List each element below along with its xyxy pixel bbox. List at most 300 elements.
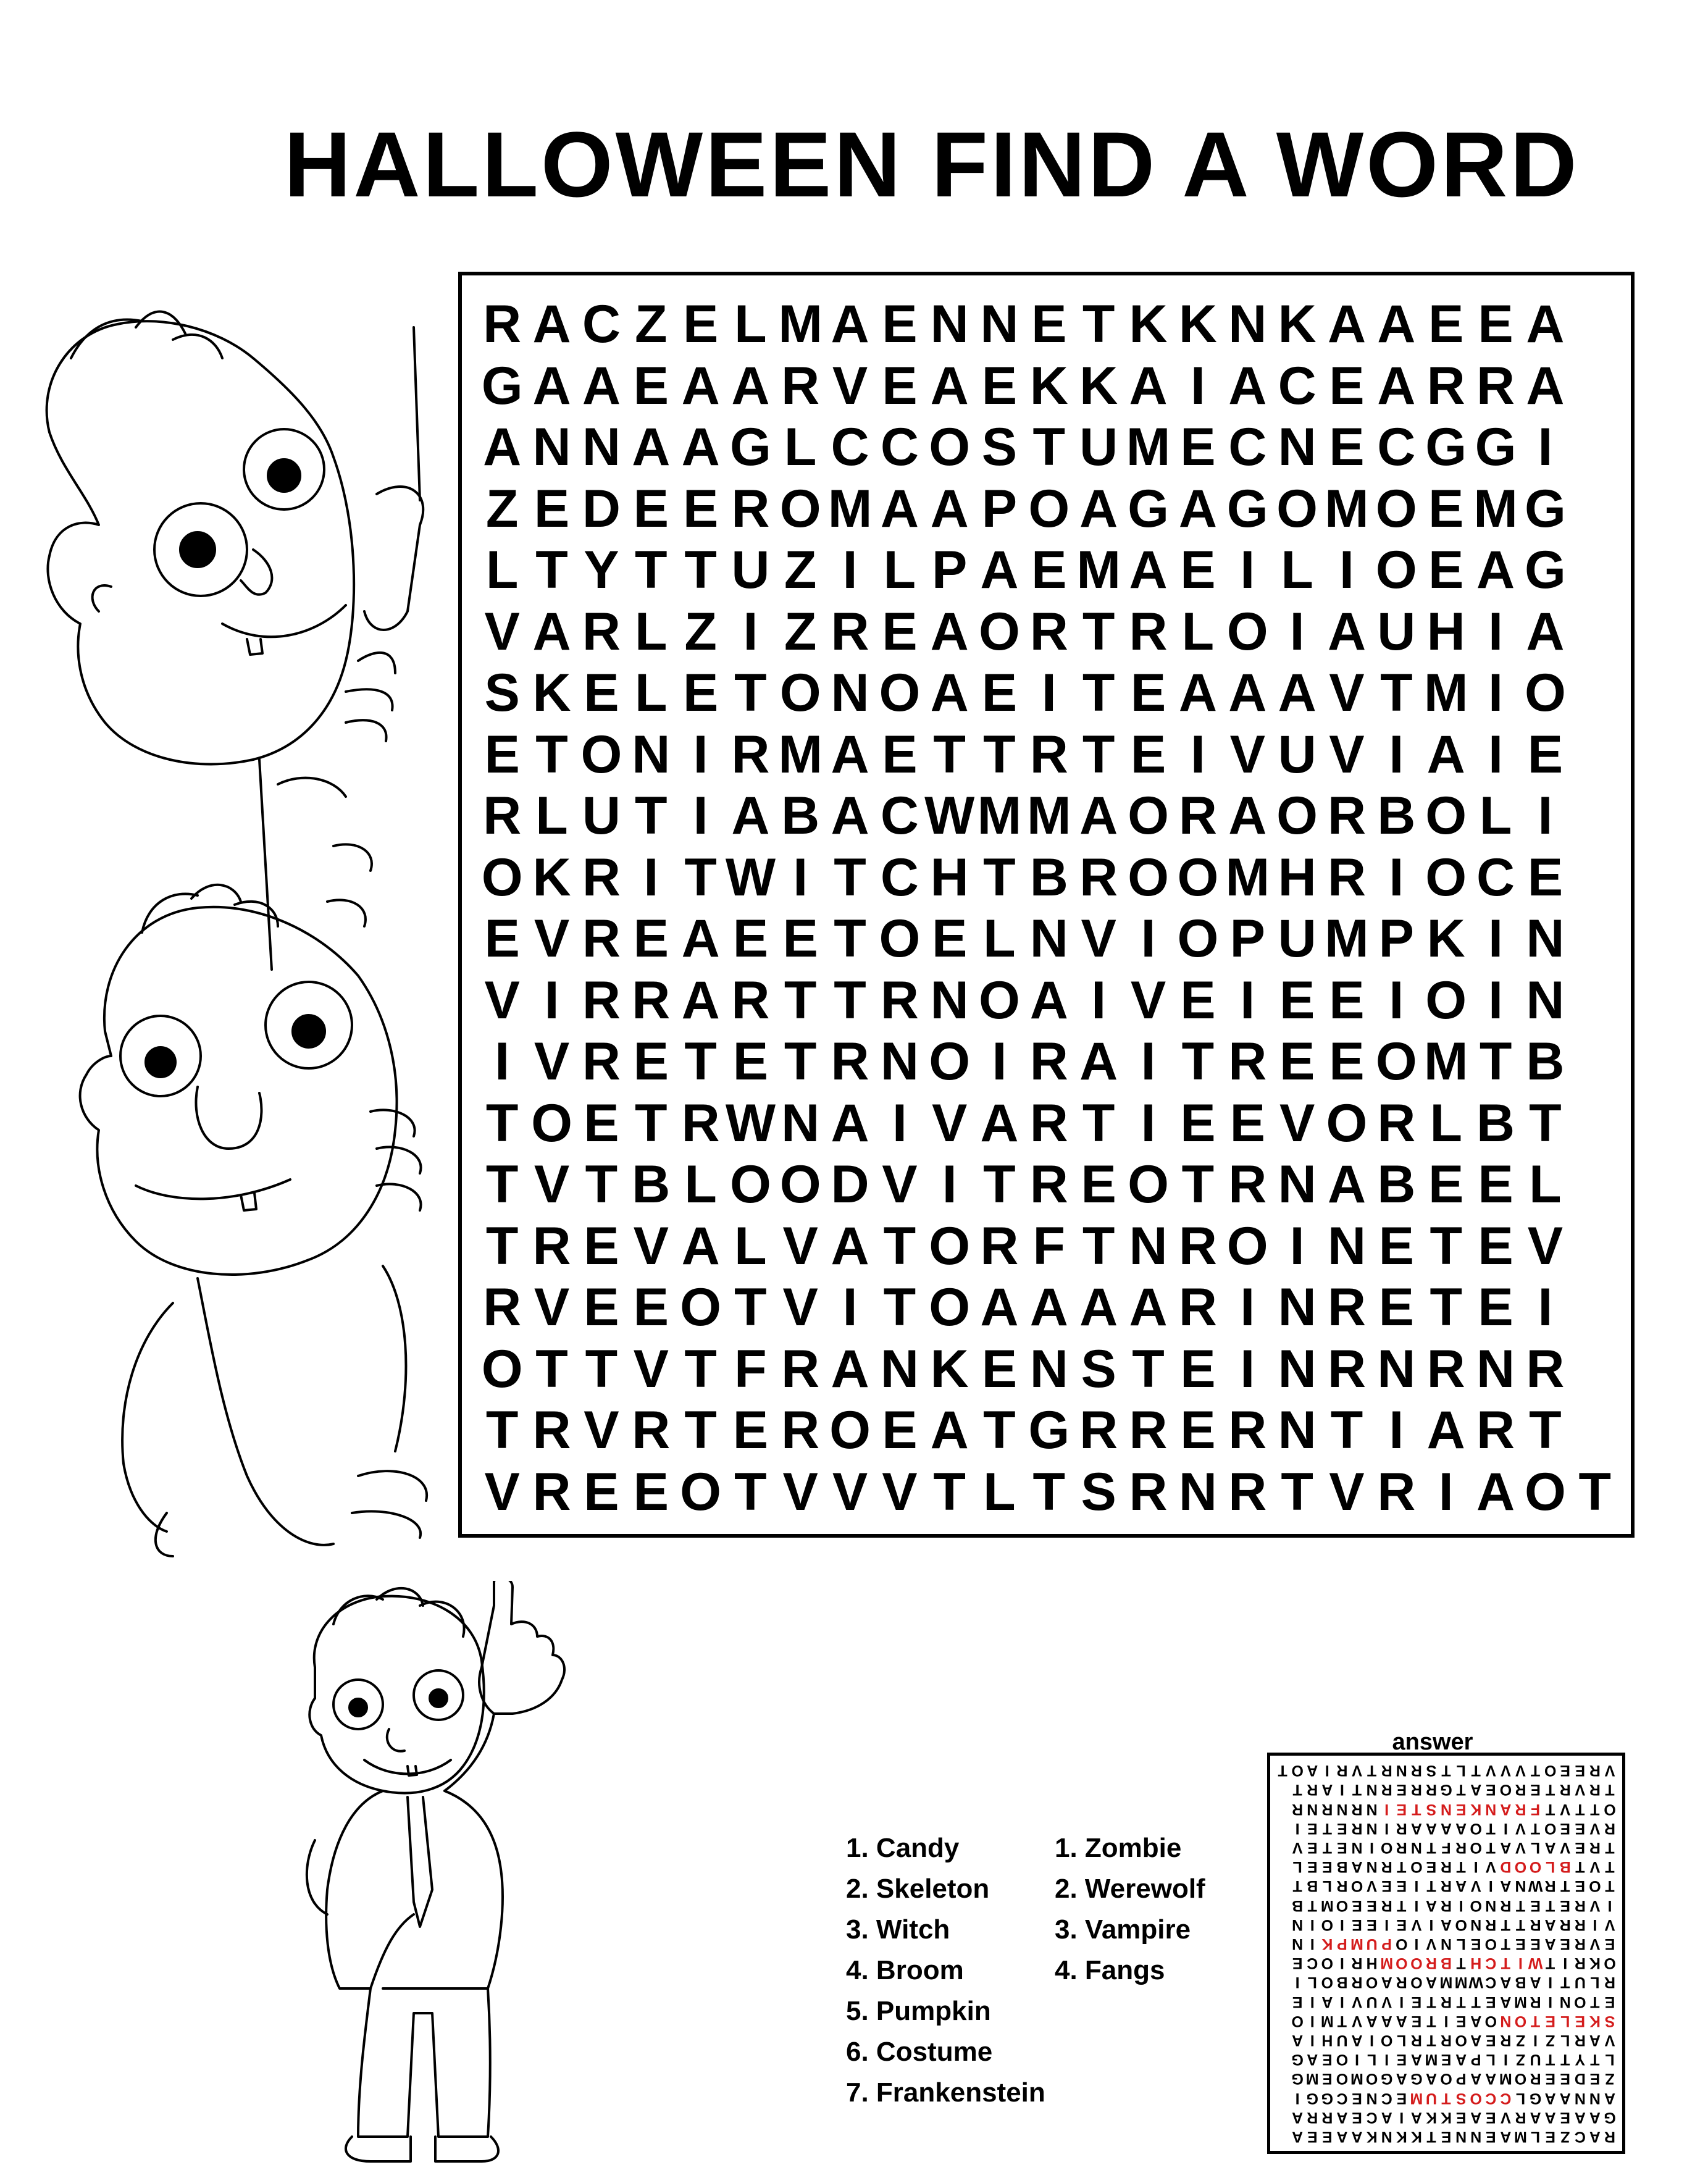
answer-letter: A (1292, 2108, 1304, 2126)
grid-letter: O (1375, 479, 1417, 538)
answer-letter: O (1589, 1877, 1601, 1895)
answer-letter: I (1384, 1819, 1389, 1837)
grid-letter: T (535, 1339, 568, 1399)
answer-letter: I (1310, 1935, 1315, 1953)
answer-letter: L (1322, 1877, 1332, 1895)
answer-letter: R (1410, 2031, 1422, 2049)
grid-letter: E (1378, 1216, 1415, 1276)
answer-letter: A (1470, 1781, 1482, 1799)
grid-letter: A (681, 1216, 720, 1276)
grid-letter: E (633, 356, 669, 416)
grid-letter: E (732, 1401, 769, 1460)
grid-letter: W (725, 847, 776, 907)
answer-letter: R (1530, 2070, 1541, 2088)
answer-letter: V (1515, 1819, 1526, 1837)
grid-letter: C (880, 847, 919, 907)
grid-letter: O (1177, 847, 1219, 907)
answer-letter: V (1560, 1800, 1571, 1818)
grid-letter: O (779, 663, 821, 723)
answer-letter: T (1605, 1838, 1615, 1856)
grid-letter: V (1279, 1093, 1315, 1153)
grid-letter (1570, 1031, 1620, 1093)
grid-letter: A (681, 909, 720, 969)
word-list-item: 4. Fangs (1055, 1955, 1165, 1985)
answer-letter: N (1440, 1935, 1452, 1953)
answer-letter: I (1414, 1935, 1419, 1953)
grid-letter: E (1180, 970, 1216, 1030)
answer-letter: L (1545, 1858, 1555, 1876)
answer-letter: Z (1605, 2070, 1615, 2088)
grid-letter: O (1177, 909, 1219, 969)
answer-letter: A (1500, 1800, 1512, 1818)
grid-letter: T (883, 1216, 916, 1276)
grid-letter (1570, 540, 1620, 601)
answer-letter: A (1440, 1819, 1452, 1837)
grid-letter: R (1377, 1093, 1416, 1153)
grid-letter: E (584, 1093, 619, 1153)
grid-letter: I (1538, 417, 1553, 477)
answer-letter: R (1381, 1762, 1392, 1780)
grid-letter: A (1079, 1278, 1118, 1338)
grid-letter: U (1079, 417, 1118, 477)
answer-letter: I (1563, 1955, 1568, 1972)
answer-letter: E (1530, 1935, 1541, 1953)
answer-letter: M (1514, 1993, 1527, 2011)
grid-letter: O (929, 417, 971, 477)
grid-letter: T (1181, 1032, 1215, 1092)
grid-letter: R (582, 847, 621, 907)
answer-letter: E (1321, 2051, 1333, 2069)
answer-letter: O (1396, 1955, 1408, 1972)
grid-letter: B (1377, 1155, 1416, 1215)
answer-letter: R (1410, 1781, 1422, 1799)
word-list-item: 5. Pumpkin (846, 1996, 991, 2026)
answer-letter: R (1559, 1781, 1571, 1799)
grid-letter: V (1081, 909, 1116, 969)
grid-letter: I (1389, 847, 1404, 907)
grid-letter: E (633, 1462, 669, 1522)
answer-letter: K (1321, 1935, 1333, 1953)
answer-letter: A (1396, 2012, 1407, 2030)
answer-letter: A (1470, 2108, 1482, 2126)
grid-letter: I (1389, 724, 1404, 784)
grid-letter: M (1473, 479, 1518, 538)
answer-letter: T (1352, 1781, 1362, 1799)
answer-letter: R (1604, 1974, 1615, 1992)
answer-letter: O (1380, 1838, 1393, 1856)
grid-letter: C (880, 417, 919, 477)
grid-letter: R (632, 970, 671, 1030)
grid-letter: N (980, 295, 1019, 354)
grid-letter: I (942, 1155, 957, 1215)
answer-letter: P (1455, 2070, 1467, 2088)
answer-letter: M (1320, 2012, 1334, 2030)
answer-letter: T (1530, 1819, 1541, 1837)
grid-letter: Z (684, 601, 717, 661)
grid-letter: K (1029, 356, 1068, 416)
grid-letter: A (1327, 601, 1367, 661)
answer-letter: T (1486, 1819, 1496, 1837)
answer-letter: V (1352, 1762, 1362, 1780)
grid-letter: E (1329, 970, 1365, 1030)
grid-letter: O (481, 1339, 523, 1399)
grid-letter: E (882, 724, 918, 784)
grid-letter: L (1281, 540, 1313, 600)
answer-letter: B (1336, 1858, 1348, 1876)
grid-letter: R (1129, 1401, 1168, 1460)
answer-letter: Z (1545, 2031, 1555, 2049)
grid-letter: L (784, 417, 817, 477)
grid-letter (1570, 1400, 1620, 1462)
grid-letter: O (779, 1155, 821, 1215)
grid-letter: I (1141, 909, 1156, 969)
grid-letter: M (1076, 540, 1121, 600)
grid-letter: T (585, 1155, 618, 1215)
answer-letter: D (1574, 2070, 1586, 2088)
answer-letter: N (1589, 2089, 1601, 2107)
grid-letter: G (729, 417, 771, 477)
grid-letter: U (731, 540, 770, 600)
grid-letter: V (534, 909, 570, 969)
answer-letter: V (1485, 1762, 1496, 1780)
grid-letter: A (880, 479, 919, 538)
grid-letter (1570, 908, 1620, 970)
answer-letter: O (1321, 1955, 1334, 1972)
grid-letter: E (1031, 540, 1067, 600)
grid-letter: H (1278, 847, 1317, 907)
grid-letter: I (1240, 540, 1255, 600)
answer-letter: E (1455, 2012, 1467, 2030)
grid-letter: O (580, 724, 622, 784)
grid-letter: O (978, 601, 1020, 661)
answer-letter: M (1320, 1896, 1334, 1914)
answer-letter: I (1503, 1819, 1508, 1837)
word-list-item: 4. Broom (846, 1955, 964, 1985)
grid-letter: N (831, 663, 869, 723)
answer-letter: I (1384, 2051, 1389, 2069)
grid-letter: V (832, 1462, 868, 1522)
answer-letter (1275, 2050, 1290, 2069)
answer-letter: T (1590, 1993, 1600, 2011)
answer-letter: M (1439, 1974, 1453, 1992)
answer-letter: V (1352, 1993, 1362, 2011)
answer-letter: G (1291, 2051, 1304, 2069)
answer-letter: V (1292, 1838, 1303, 1856)
answer-letter (1275, 1780, 1290, 1799)
answer-letter: M (1350, 2070, 1363, 2088)
grid-letter: P (981, 479, 1018, 538)
grid-letter: L (734, 1216, 767, 1276)
answer-letter: E (1352, 2108, 1362, 2126)
answer-letter: T (1426, 2012, 1436, 2030)
answer-letter: A (1381, 2108, 1392, 2126)
answer-letter: I (1429, 1916, 1434, 1934)
answer-letter: N (1515, 1877, 1526, 1895)
grid-letter: C (1476, 847, 1515, 907)
grid-letter: T (834, 909, 866, 969)
grid-letter: V (931, 1093, 968, 1153)
answer-letter: O (1499, 1781, 1512, 1799)
answer-key-frame (1267, 1753, 1625, 2154)
answer-letter: O (1380, 2031, 1393, 2049)
answer-letter: M (1380, 1955, 1394, 1972)
grid-letter: N (1278, 1401, 1317, 1460)
answer-letter: E (1530, 1896, 1541, 1914)
answer-letter: L (1397, 2031, 1407, 2049)
grid-letter: K (532, 663, 571, 723)
answer-letter: R (1440, 2031, 1452, 2049)
answer-letter: O (1470, 2089, 1482, 2107)
grid-letter: G (1226, 479, 1268, 538)
answer-letter (1275, 1799, 1290, 1818)
answer-letter: A (1455, 1819, 1467, 1837)
grid-letter: O (729, 1155, 771, 1215)
answer-letter: F (1441, 1838, 1451, 1856)
grid-letter: O (978, 970, 1020, 1030)
answer-letter: T (1322, 1838, 1332, 1856)
answer-letter: T (1412, 1800, 1421, 1818)
grid-letter: V (484, 601, 520, 661)
answer-letter: A (1604, 2089, 1615, 2107)
answer-letter: I (1548, 1974, 1553, 1992)
grid-letter: R (1327, 1339, 1367, 1399)
answer-letter: R (1574, 2031, 1586, 2049)
grid-letter: A (1377, 356, 1416, 416)
grid-letter: R (1228, 1401, 1267, 1460)
grid-letter: E (732, 1032, 769, 1092)
grid-letter: V (782, 1462, 818, 1522)
grid-letter: B (781, 786, 820, 846)
answer-letter: C (1336, 2089, 1348, 2107)
grid-letter: A (483, 417, 522, 477)
grid-letter: V (882, 1155, 918, 1215)
grid-letter: A (1129, 1278, 1168, 1338)
answer-letter: T (1456, 1858, 1466, 1876)
grid-letter: T (1032, 417, 1066, 477)
grid-letter: B (1526, 1032, 1565, 1092)
answer-letter: E (1292, 1955, 1303, 1972)
grid-letter: T (635, 1093, 668, 1153)
grid-letter: L (684, 1155, 717, 1215)
grid-letter: O (1276, 786, 1318, 846)
grid-letter: I (693, 724, 708, 784)
zombie-kid-pointing-illustration (290, 1581, 661, 2168)
answer-letter: M (1305, 2070, 1319, 2088)
answer-letter: I (1370, 2031, 1375, 2049)
grid-letter: A (1278, 663, 1317, 723)
grid-letter: N (1377, 1339, 1416, 1399)
answer-letter: R (1351, 1800, 1363, 1818)
grid-letter: T (485, 1216, 519, 1276)
grid-letter: E (981, 663, 1018, 723)
answer-letter: Z (1515, 2051, 1526, 2069)
grid-letter: V (1229, 724, 1265, 784)
grid-letter: U (1278, 909, 1317, 969)
answer-letter: T (1501, 1916, 1510, 1934)
grid-letter: N (880, 1339, 919, 1399)
answer-letter: R (1455, 1838, 1467, 1856)
answer-letter: H (1321, 2031, 1333, 2049)
grid-letter: N (1327, 1216, 1367, 1276)
grid-letter: N (1029, 1339, 1068, 1399)
grid-letter: A (1129, 356, 1168, 416)
grid-letter: O (929, 1278, 971, 1338)
answer-letter: T (1545, 1896, 1555, 1914)
grid-letter: T (1380, 663, 1413, 723)
answer-letter: P (1337, 1935, 1347, 1953)
grid-letter: T (1181, 1155, 1215, 1215)
grid-letter: T (1430, 1278, 1462, 1338)
answer-letter: N (1455, 2127, 1467, 2145)
answer-letter: T (1560, 1974, 1570, 1992)
answer-letter: E (1575, 1838, 1586, 1856)
grid-letter: A (1476, 540, 1515, 600)
answer-letter: E (1545, 2127, 1555, 2145)
grid-letter: C (1278, 356, 1317, 416)
grid-letter: E (931, 909, 968, 969)
grid-letter (1570, 663, 1620, 724)
grid-letter: R (1029, 1032, 1068, 1092)
answer-letter: T (1426, 2127, 1436, 2145)
grid-letter: T (684, 540, 717, 600)
grid-letter: E (584, 1216, 619, 1276)
grid-letter: I (1240, 970, 1255, 1030)
answer-letter: K (1440, 2108, 1452, 2126)
answer-letter: T (1471, 1762, 1481, 1780)
answer-letter: A (1544, 1916, 1556, 1934)
answer-letter: W (1528, 1955, 1543, 1972)
grid-letter: R (1029, 724, 1068, 784)
grid-letter: E (882, 295, 918, 354)
grid-letter: I (1488, 724, 1504, 784)
grid-letter: E (1279, 1032, 1315, 1092)
grid-letter: N (1178, 1462, 1217, 1522)
grid-letter: V (782, 1278, 818, 1338)
answer-letter: V (1589, 1896, 1601, 1914)
grid-letter: O (1425, 970, 1467, 1030)
word-list-right (1055, 1828, 1205, 1991)
grid-letter: T (734, 663, 767, 723)
grid-letter: E (882, 356, 918, 416)
answer-letter: O (1455, 1916, 1467, 1934)
answer-letter: R (1425, 1955, 1437, 1972)
grid-letter (1570, 1154, 1620, 1216)
grid-letter: G (1475, 417, 1517, 477)
answer-letter: W (1468, 1974, 1483, 1992)
grid-letter: T (784, 1032, 817, 1092)
answer-letter: A (1470, 2070, 1482, 2088)
word-list-item: 2. Skeleton (846, 1874, 990, 1904)
grid-letter: U (582, 786, 621, 846)
answer-letter: E (1560, 1896, 1571, 1914)
answer-letter: T (1605, 1781, 1615, 1799)
answer-letter: G (1380, 2070, 1393, 2088)
grid-letter: A (980, 1093, 1019, 1153)
answer-letter: R (1574, 1935, 1586, 1953)
answer-letter: A (1292, 2031, 1304, 2049)
grid-letter: R (781, 1401, 820, 1460)
answer-letter: N (1292, 1916, 1304, 1934)
answer-letter: E (1441, 2051, 1452, 2069)
answer-letter: N (1307, 1800, 1318, 1818)
grid-letter: R (880, 970, 919, 1030)
answer-letter: I (1503, 2051, 1508, 2069)
answer-letter: A (1589, 2127, 1601, 2145)
grid-letter: V (633, 1339, 669, 1399)
grid-letter: R (1079, 1401, 1118, 1460)
grid-letter: L (1181, 601, 1215, 661)
grid-letter: T (684, 1032, 717, 1092)
answer-letter: V (1515, 1838, 1526, 1856)
answer-letter: R (1381, 1858, 1392, 1876)
answer-letter: T (1560, 2051, 1570, 2069)
answer-letter: I (1384, 1800, 1389, 1818)
answer-letter: E (1352, 1896, 1362, 1914)
answer-letter: B (1515, 1974, 1526, 1992)
grid-letter: E (584, 663, 619, 723)
answer-letter: T (1456, 1781, 1466, 1799)
grid-letter: E (1329, 356, 1365, 416)
answer-letter: E (1352, 1916, 1362, 1934)
word-search-grid (477, 294, 1620, 1523)
answer-letter: E (1455, 1800, 1467, 1818)
grid-letter: I (842, 540, 858, 600)
answer-letter: R (1440, 1896, 1452, 1914)
grid-letter: A (532, 356, 571, 416)
grid-letter (1570, 847, 1620, 909)
word-list-item: 7. Frankenstein (846, 2077, 1045, 2108)
answer-letter (1275, 1953, 1290, 1972)
answer-letter: T (1545, 1781, 1555, 1799)
answer-letter: Y (1575, 2051, 1586, 2069)
answer-letter: E (1604, 1935, 1615, 1953)
grid-letter: Z (784, 540, 817, 600)
answer-letter: I (1473, 1858, 1478, 1876)
grid-letter: R (731, 970, 770, 1030)
answer-letter: C (1485, 1955, 1497, 1972)
answer-letter: E (1411, 1993, 1422, 2011)
grid-letter: V (584, 1401, 619, 1460)
answer-letter: N (1574, 2089, 1586, 2107)
answer-letter: I (1339, 1993, 1344, 2011)
answer-letter: L (1560, 2012, 1570, 2030)
answer-letter: B (1559, 1858, 1571, 1876)
grid-letter: M (1423, 663, 1468, 723)
grid-letter: E (1180, 1401, 1216, 1460)
grid-letter: G (1524, 540, 1566, 600)
answer-letter: K (1366, 2127, 1378, 2145)
answer-letter: E (1560, 1935, 1571, 1953)
answer-letter: E (1441, 2127, 1452, 2145)
grid-letter: T (1132, 1339, 1165, 1399)
grid-letter: O (1226, 601, 1268, 661)
grid-letter: T (535, 540, 568, 600)
grid-letter: T (983, 847, 1016, 907)
grid-letter: R (483, 786, 522, 846)
grid-letter: E (1428, 295, 1464, 354)
answer-letter: E (1307, 1858, 1318, 1876)
grid-letter: L (635, 663, 668, 723)
grid-letter: R (1178, 1216, 1217, 1276)
grid-letter: N (781, 1093, 820, 1153)
grid-letter: O (1128, 1155, 1169, 1215)
grid-letter: L (485, 540, 519, 600)
grid-letter: E (1180, 1339, 1216, 1399)
answer-letter: E (1396, 1916, 1407, 1934)
grid-letter: M (1026, 786, 1071, 846)
answer-letter: H (1366, 1955, 1378, 1972)
word-list-item: 2. Werewolf (1055, 1874, 1205, 1904)
